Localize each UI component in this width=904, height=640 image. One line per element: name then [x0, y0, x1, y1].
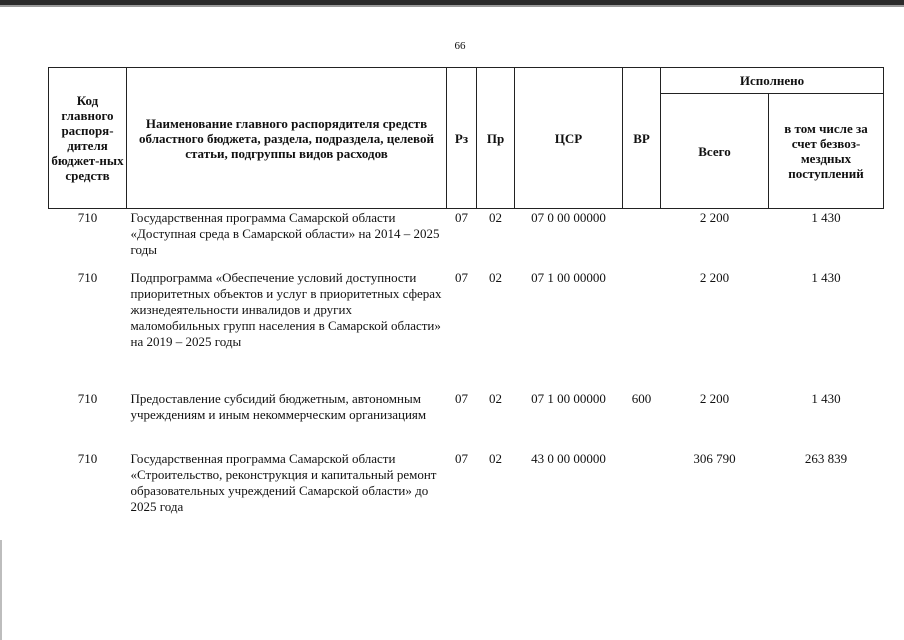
scan-left-edge [0, 540, 2, 640]
header-name: Наименование главного распорядителя средств областного бюджета, раздела, подраздела, целевой статьи, подгруппы видов расходов [127, 68, 447, 209]
cell-free: 263 839 [804, 451, 848, 466]
cell-rz: 07 [455, 451, 468, 466]
header-csr: ЦСР [515, 68, 623, 209]
cell-code: 710 [77, 451, 98, 466]
cell-csr: 07 1 00 00000 [531, 270, 606, 285]
cell-free: 1 430 [811, 391, 841, 406]
cell-total: 2 200 [699, 270, 730, 285]
cell-pr: 02 [489, 270, 502, 285]
cell-total: 306 790 [693, 451, 736, 466]
cell-name: Государственная программа Самарской области «Строительство, реконструкция и капитальный ремонт образовательных учреждений Самарской области» до 2025 года [130, 451, 437, 514]
table-row [49, 450, 884, 521]
table-row [49, 390, 884, 450]
cell-csr: 07 0 00 00000 [531, 210, 606, 225]
cell-name: Подпрограмма «Обеспечение условий доступности приоритетных объектов и услуг в приоритетных сферах жизнедеятельности инвалидов и других маломобильных групп населения в Самарской области» на 2019 – 2025 годы [130, 270, 442, 349]
cell-name: Государственная программа Самарской области «Доступная среда в Самарской области» на 2014 – 2025 годы [130, 210, 440, 257]
scan-top-border-shadow [0, 5, 904, 7]
header-pr: Пр [477, 68, 515, 209]
cell-code: 710 [77, 391, 98, 406]
cell-rz: 07 [455, 210, 468, 225]
cell-free: 1 430 [811, 270, 841, 285]
cell-pr: 02 [489, 210, 502, 225]
cell-vr [623, 269, 661, 390]
header-rz: Рз [447, 68, 477, 209]
header-free-receipts: в том числе за счет безвоз-мездных поступлений [769, 94, 884, 209]
header-executed: Исполнено [661, 68, 884, 94]
cell-code: 710 [77, 270, 98, 285]
table-row [49, 209, 884, 270]
cell-csr: 07 1 00 00000 [531, 391, 606, 406]
table-row [49, 269, 884, 390]
header-vr: ВР [623, 68, 661, 209]
page-number: 66 [454, 40, 466, 52]
cell-vr [623, 209, 661, 270]
cell-free: 1 430 [811, 210, 841, 225]
cell-csr: 43 0 00 00000 [531, 451, 606, 466]
header-code: Код главного распоря-дителя бюджет-ных средств [49, 68, 127, 209]
cell-vr [623, 450, 661, 521]
cell-pr: 02 [489, 391, 502, 406]
header-total: Всего [661, 94, 769, 209]
cell-total: 2 200 [699, 391, 730, 406]
cell-name: Предоставление субсидий бюджетным, автономным учреждениям и иным некоммерческим организациям [130, 391, 427, 422]
cell-code: 710 [77, 210, 98, 225]
budget-table [48, 67, 884, 521]
cell-pr: 02 [489, 451, 502, 466]
cell-vr: 600 [631, 391, 652, 406]
table-header [49, 68, 884, 209]
cell-rz: 07 [455, 391, 468, 406]
cell-total: 2 200 [699, 210, 730, 225]
cell-rz: 07 [455, 270, 468, 285]
